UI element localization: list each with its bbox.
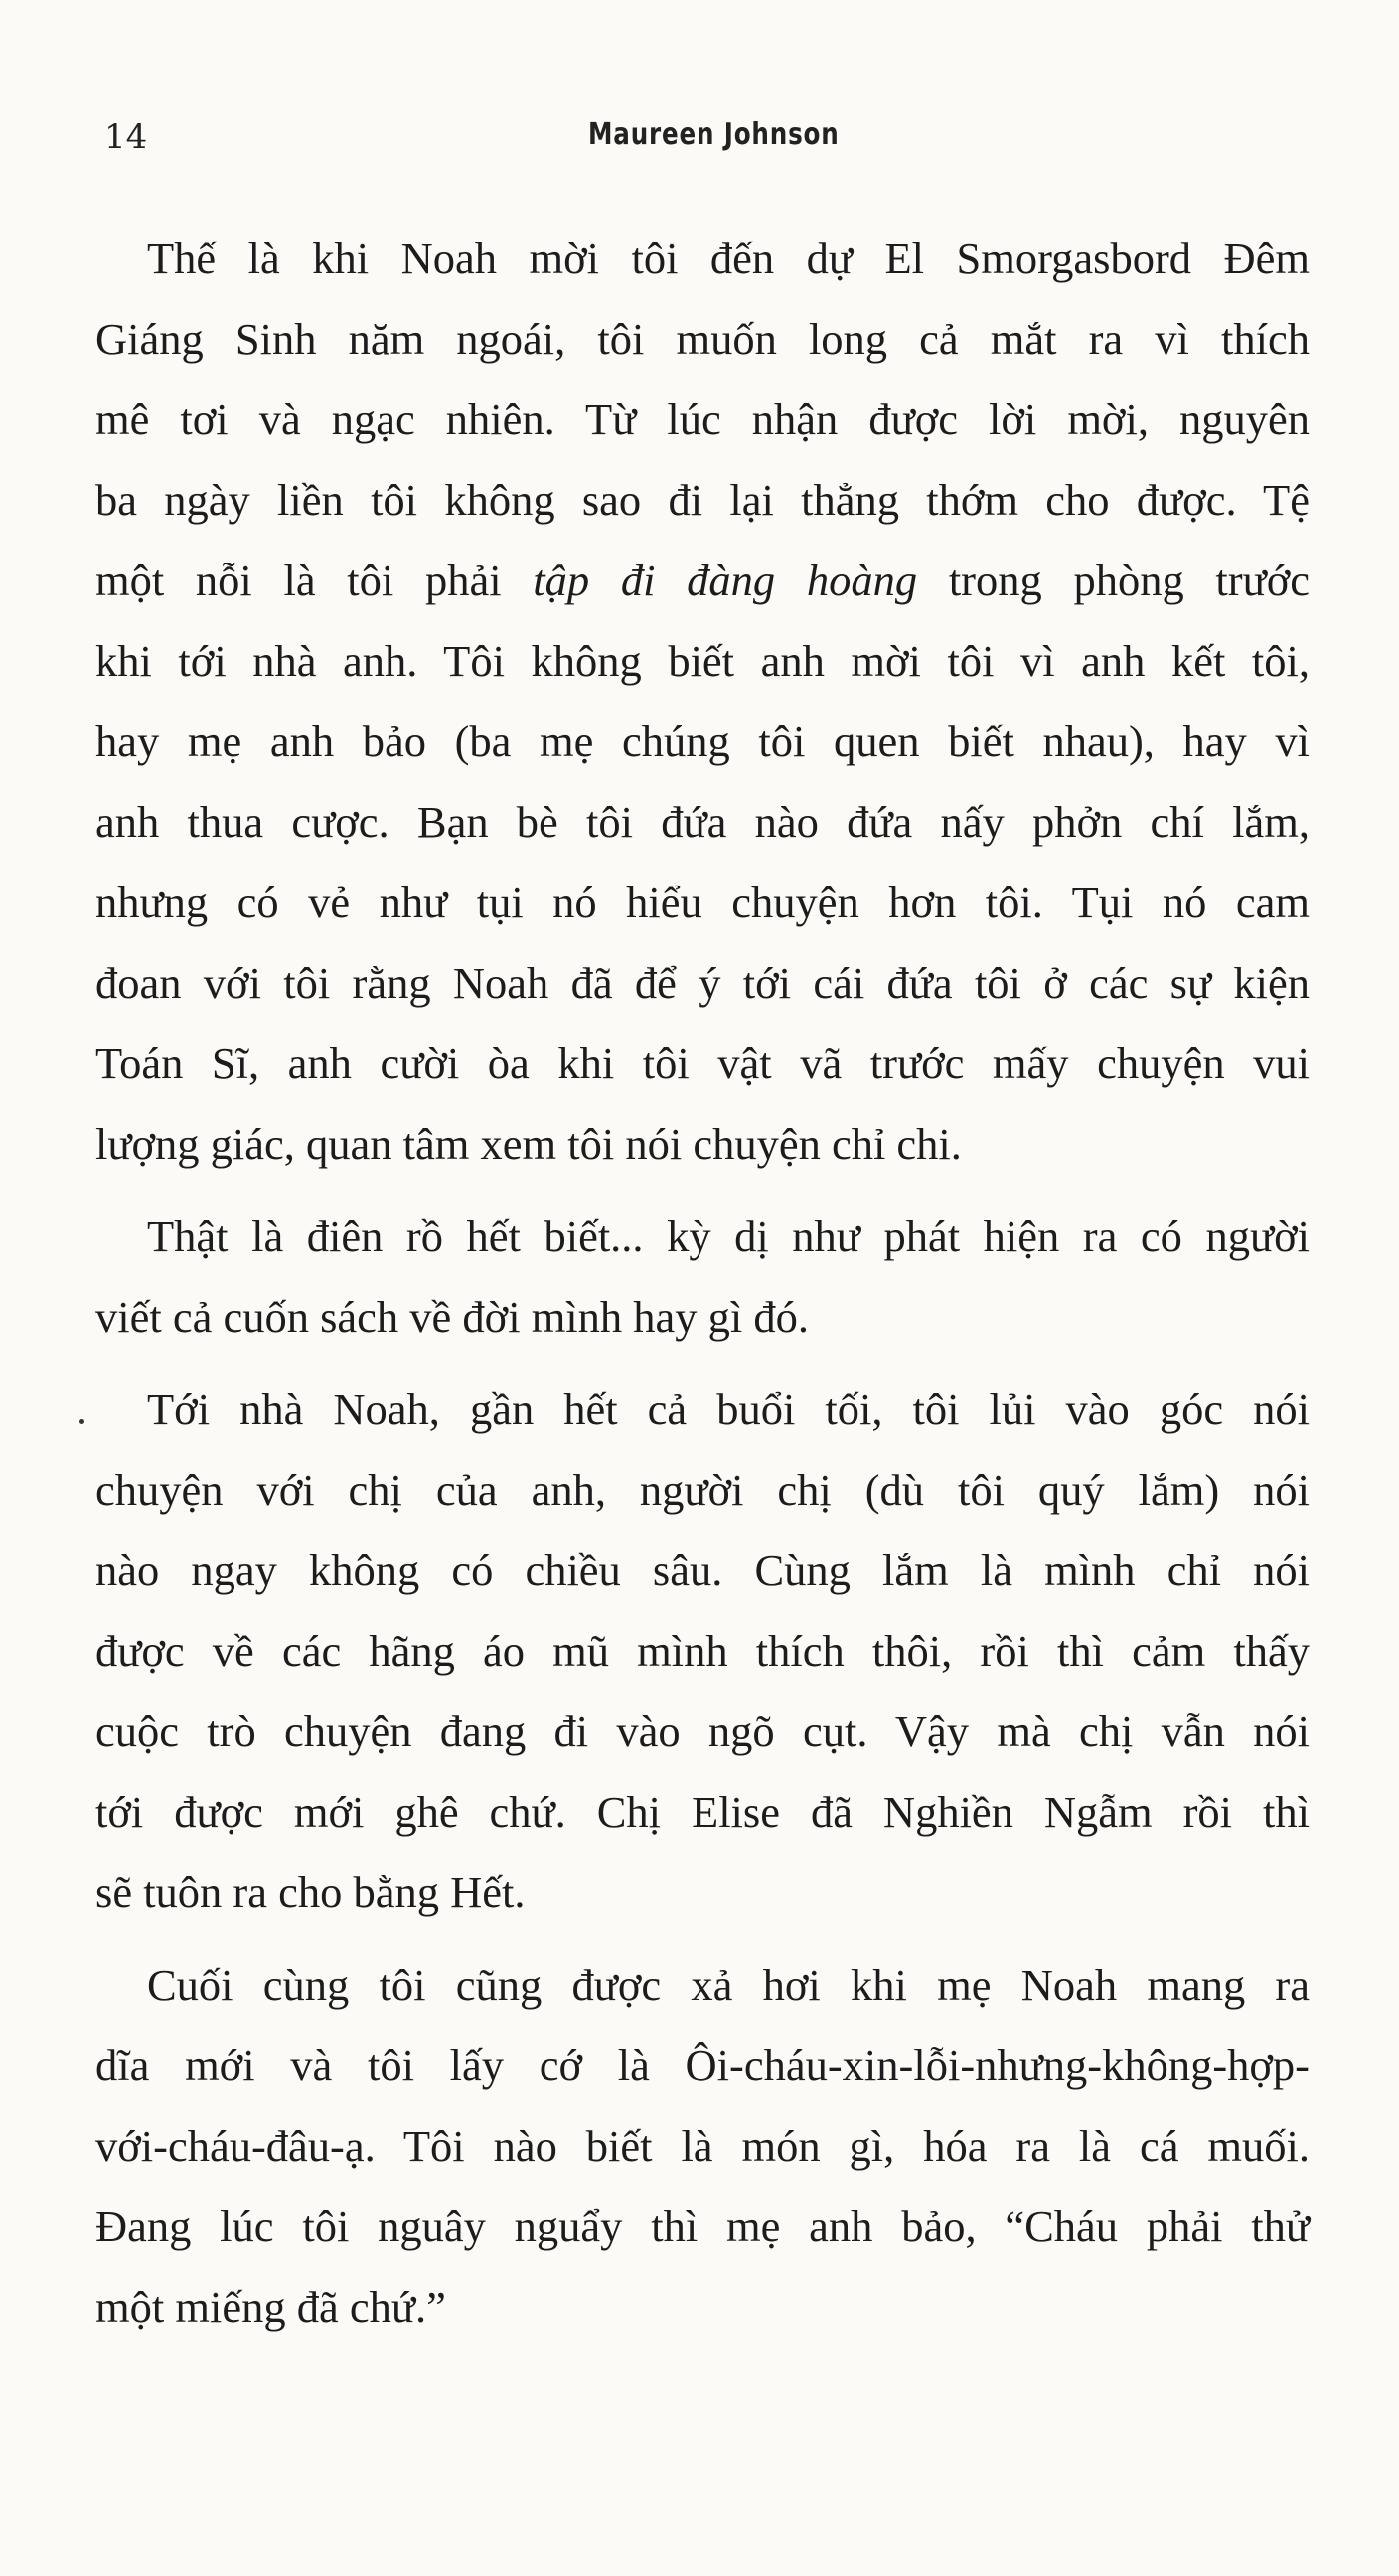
text-line: lượng giác, quan tâm xem tôi nói chuyện chỉ chi. <box>95 1119 962 1169</box>
text-line: được về các hãng áo mũ mình thích thôi, rồi thì cảm thấy <box>95 1626 1310 1676</box>
text-line: sẽ tuôn ra cho bằng Hết. <box>95 1867 526 1917</box>
text-line: khi tới nhà anh. Tôi không biết anh mời tôi vì anh kết tôi, <box>95 636 1310 686</box>
text-line: anh thua cược. Bạn bè tôi đứa nào đứa nấy phởn chí lắm, <box>95 797 1310 847</box>
running-head-author: Maureen Johnson <box>588 117 840 152</box>
text-line: nào ngay không có chiều sâu. Cùng lắm là mình chỉ nói <box>95 1545 1310 1595</box>
page-header <box>0 117 1399 177</box>
paragraph <box>95 1945 1310 2347</box>
text-line-with-emphasis <box>95 541 1310 621</box>
text-line: một miếng đã chứ.” <box>95 2282 446 2332</box>
text-line: nhưng có vẻ như tụi nó hiểu chuyện hơn tôi. Tụi nó cam <box>95 878 1310 927</box>
paragraph <box>95 219 1310 1185</box>
stray-ink-dot <box>79 1419 84 1424</box>
text-line: với-cháu-đâu-ạ. Tôi nào biết là món gì, hóa ra là cá muối. <box>95 2121 1310 2171</box>
line-segment: một nỗi là tôi phải <box>95 556 534 605</box>
text-line: ba ngày liền tôi không sao đi lại thẳng thớm cho được. Tệ <box>95 475 1310 525</box>
text-line: Thật là điên rồ hết biết... kỳ dị như phát hiện ra có người <box>147 1211 1310 1261</box>
paragraph <box>95 1369 1310 1933</box>
text-line: chuyện với chị của anh, người chị (dù tôi quý lắm) nói <box>95 1465 1310 1515</box>
text-line: cuộc trò chuyện đang đi vào ngõ cụt. Vậy mà chị vẫn nói <box>95 1706 1310 1756</box>
text-line: tới được mới ghê chứ. Chị Elise đã Nghiền Ngẫm rồi thì <box>95 1787 1310 1837</box>
page-number: 14 <box>104 117 148 157</box>
text-line: dĩa mới và tôi lấy cớ là Ôi-cháu-xin-lỗi-nhưng-không-hợp- <box>95 2040 1310 2090</box>
text-line: hay mẹ anh bảo (ba mẹ chúng tôi quen biết nhau), hay vì <box>95 717 1310 766</box>
text-line: viết cả cuốn sách về đời mình hay gì đó. <box>95 1292 810 1342</box>
text-line: Cuối cùng tôi cũng được xả hơi khi mẹ Noah mang ra <box>147 1960 1310 2010</box>
text-line: đoan với tôi rằng Noah đã để ý tới cái đứa tôi ở các sự kiện <box>95 958 1310 1008</box>
text-line: Giáng Sinh năm ngoái, tôi muốn long cả mắt ra vì thích <box>95 314 1310 364</box>
body-text <box>95 219 1310 2361</box>
emphasis-text: tập đi đàng hoàng <box>533 556 918 605</box>
text-line: Đang lúc tôi nguây nguẩy thì mẹ anh bảo, “Cháu phải thử <box>95 2201 1310 2251</box>
line-segment: trong phòng trước <box>917 556 1310 605</box>
paragraph <box>95 1197 1310 1358</box>
text-line: Thế là khi Noah mời tôi đến dự El Smorgasbord Đêm <box>147 234 1310 283</box>
text-line: mê tơi và ngạc nhiên. Từ lúc nhận được lời mời, nguyên <box>95 395 1310 444</box>
text-line: Tới nhà Noah, gần hết cả buổi tối, tôi lủi vào góc nói <box>147 1384 1310 1434</box>
text-line: Toán Sĩ, anh cười òa khi tôi vật vã trước mấy chuyện vui <box>95 1039 1310 1088</box>
